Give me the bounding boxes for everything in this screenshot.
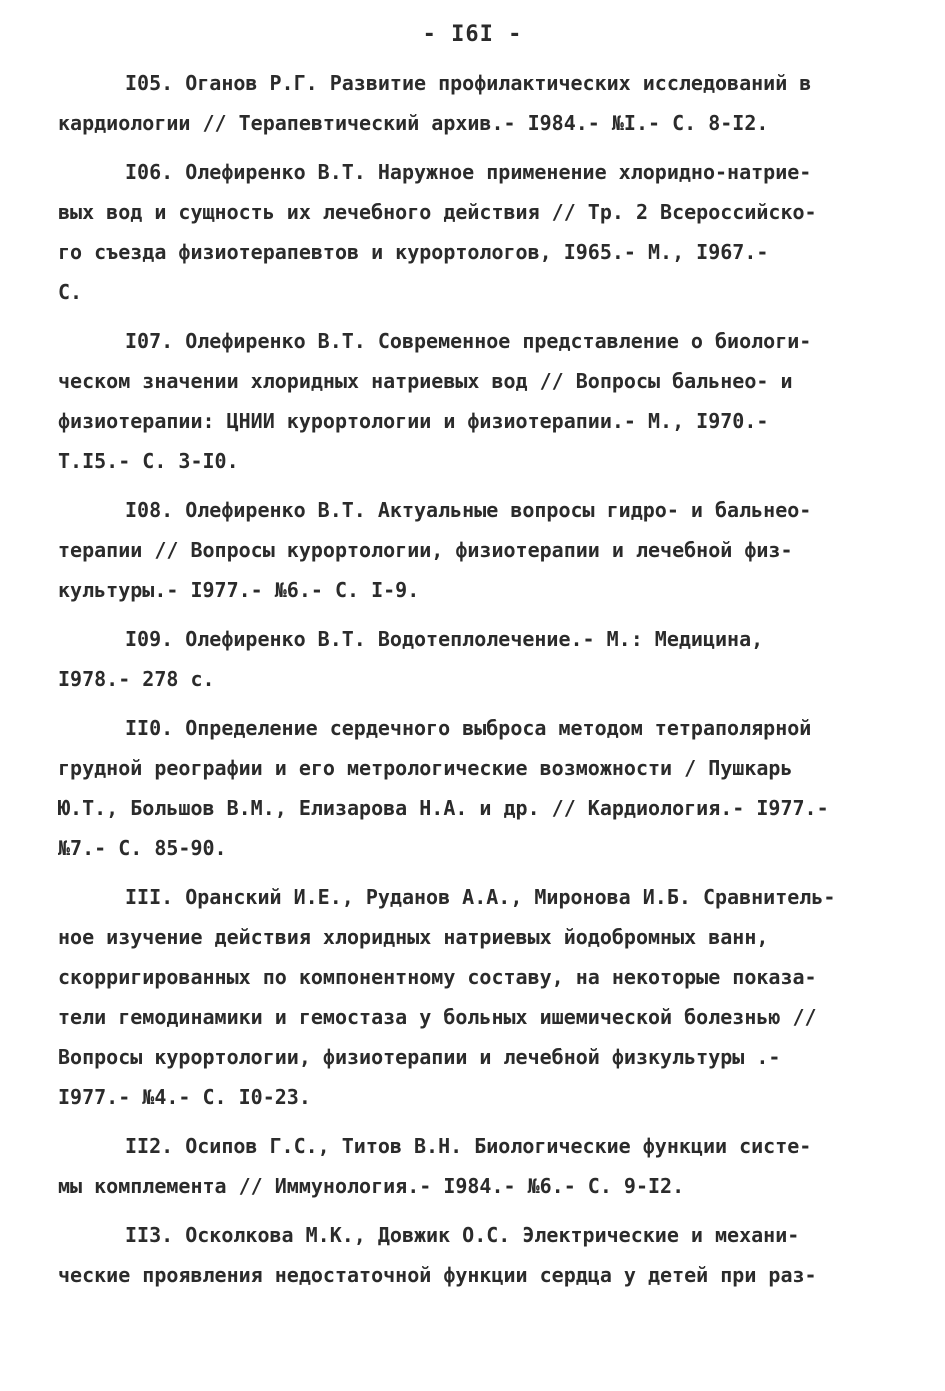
reference-list: [58, 63, 893, 1304]
reference-line: III. Оранский И.Е., Руданов А.А., Миронова И.Б. Сравнитель-: [125, 885, 836, 909]
reference-entry-110: [58, 708, 893, 868]
reference-entry-111: [58, 877, 893, 1117]
reference-line: мы комплемента // Иммунология.- I984.- №6.- С. 9-I2.: [58, 1174, 685, 1198]
reference-line: II3. Осколкова М.К., Довжик О.С. Электрические и механи-: [125, 1223, 800, 1247]
reference-line: вых вод и сущность их лечебного действия // Тр. 2 Всероссийско-: [58, 200, 817, 224]
reference-entry-107: [58, 321, 893, 481]
reference-line: культуры.- I977.- №6.- С. I-9.: [58, 578, 420, 602]
reference-line: I977.- №4.- С. I0-23.: [58, 1085, 311, 1109]
reference-line: Ю.Т., Большов В.М., Елизарова Н.А. и др. // Кардиология.- I977.-: [58, 796, 829, 820]
reference-line: I09. Олефиренко В.Т. Водотеплолечение.- М.: Медицина,: [125, 627, 764, 651]
reference-line: I06. Олефиренко В.Т. Наружное применение хлоридно-натрие-: [125, 160, 812, 184]
reference-line: №7.- С. 85-90.: [58, 836, 227, 860]
reference-line: го съезда физиотерапевтов и курортологов, I965.- М., I967.-: [58, 240, 769, 264]
reference-line: терапии // Вопросы курортологии, физиотерапии и лечебной физ-: [58, 538, 793, 562]
reference-line: тели гемодинамики и гемостаза у больных ишемической болезнью //: [58, 1005, 817, 1029]
reference-line: скорригированных по компонентному составу, на некоторые показа-: [58, 965, 817, 989]
reference-line: кардиологии // Терапевтический архив.- I984.- №I.- С. 8-I2.: [58, 111, 769, 135]
reference-line: II2. Осипов Г.С., Титов В.Н. Биологические функции систе-: [125, 1134, 812, 1158]
reference-entry-105: [58, 63, 893, 143]
reference-line: II0. Определение сердечного выброса методом тетраполярной: [125, 716, 812, 740]
reference-entry-113: [58, 1215, 893, 1295]
reference-line: Т.I5.- С. 3-I0.: [58, 449, 239, 473]
reference-line: ческом значении хлоридных натриевых вод // Вопросы бальнео- и: [58, 369, 793, 393]
reference-entry-112: [58, 1126, 893, 1206]
reference-line: I07. Олефиренко В.Т. Современное представление о биологи-: [125, 329, 812, 353]
reference-line: Вопросы курортологии, физиотерапии и лечебной физкультуры .-: [58, 1045, 781, 1069]
reference-line: I978.- 278 с.: [58, 667, 215, 691]
reference-entry-108: [58, 490, 893, 610]
reference-line: грудной реографии и его метрологические возможности / Пушкарь: [58, 756, 793, 780]
reference-line: физиотерапии: ЦНИИ курортологии и физиотерапии.- М., I970.-: [58, 409, 769, 433]
page-number: - I6I -: [422, 22, 523, 47]
reference-entry-106: [58, 152, 893, 312]
reference-line: I08. Олефиренко В.Т. Актуальные вопросы гидро- и бальнео-: [125, 498, 812, 522]
reference-line: ческие проявления недостаточной функции сердца у детей при раз-: [58, 1263, 817, 1287]
reference-line: I05. Оганов Р.Г. Развитие профилактических исследований в: [125, 71, 812, 95]
reference-line: ное изучение действия хлоридных натриевых йодобромных ванн,: [58, 925, 769, 949]
reference-entry-109: [58, 619, 893, 699]
reference-line: С.: [58, 280, 83, 304]
